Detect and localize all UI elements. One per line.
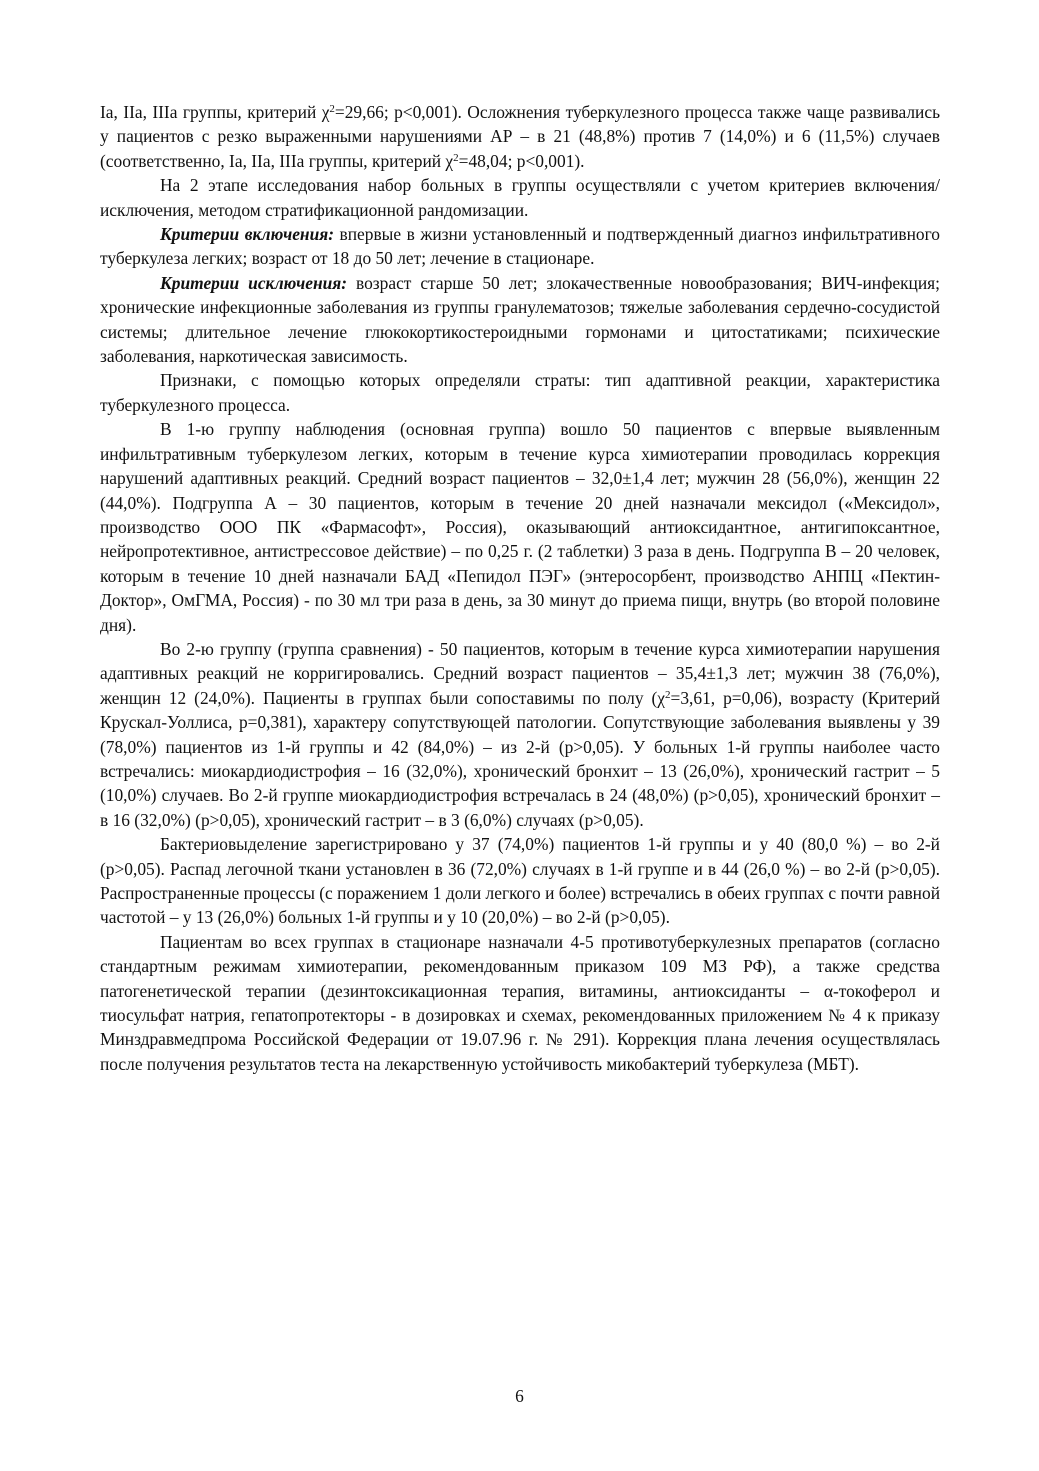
paragraph-exclusion-criteria xyxy=(100,271,940,369)
exclusion-criteria-heading: Критерии исключения: xyxy=(160,272,348,293)
paragraph-5: Признаки, с помощью которых определяли страты: тип адаптивной реакции, характеристика туберкулезного процесса. xyxy=(100,370,940,415)
chi-square-superscript: 2 xyxy=(329,103,335,115)
inclusion-criteria-heading: Критерии включения: xyxy=(160,224,334,245)
paragraph-2: На 2 этапе исследования набор больных в группы осуществляли с учетом критериев включения/исключения, методом стратификационной рандомизации. xyxy=(100,175,940,220)
paragraph-7-text-a: Во 2-ю группу (группа сравнения) - 50 пациентов, которым в течение курса химиотерапии нарушения адаптивных реакций не корригировались. Средний возраст пациентов – 35,4±1,3 лет; мужчин 38 (76,0%), женщин 12 (24,0%). Пациенты в группах были сопоставимы по полу (χ xyxy=(100,638,940,708)
paragraph-6: В 1-ю группу наблюдения (основная группа) вошло 50 пациентов с впервые выявленным инфильтративным туберкулезом легких, которым в течение курса химиотерапии проводилась коррекция нарушений адаптивных реакций. Средний возраст пациентов – 32,0±1,4 лет; мужчин 28 (56,0%), женщин 22 (44,0%). Подгруппа А – 30 пациентов, которым в течение 20 дней назначали мексидол («Мексидол», производство ООО ПК «Фармасофт», Россия), оказывающий антиоксидантное, антигипоксантное, нейропротективное, антистрессовое действие) – по 0,25 г. (2 таблетки) 3 раза в день. Подгруппа В – 20 человек, которым в течение 10 дней назначали БАД «Пепидол ПЭГ» (энтеросорбент, производство АНПЦ «Пектин-Доктор», ОмГМА, Россия) - по 30 мл три раза в день, за 30 минут до приема пищи, внутрь (во второй половине дня). xyxy=(100,419,940,635)
paragraph-1-text-a: Ia, IIa, IIIa группы, критерий χ xyxy=(100,102,330,122)
chi-square-superscript: 2 xyxy=(665,688,671,701)
paragraph-1-text-b: =29,66; р<0,001). Осложнения туберкулезного процесса также чаще развивались у пациентов с резко выраженными нарушениями АР – в 21 (48,8%) против 7 (14,0%) и 6 (11,5%) случаев (соответственно, Ia, IIa, IIIa группы, критерий χ xyxy=(100,102,940,171)
paragraph-7-text-b: =3,61, р=0,06), возрасту (Критерий Крускал-Уоллиса, р=0,381), характеру сопутствующей патологии. Сопутствующие заболевания выявлены у 39 (78,0%) пациентов из 1-й группы и 42 (84,0%) – из 2-й (р>0,05). У больных 1-й группы наиболее часто встречались: миокардиодистрофия – 16 (32,0%), хронический бронхит – 13 (26,0%), хронический гастрит – 5 (10,0%) случаев. Во 2-й группе миокардиодистрофия встречалась в 24 (48,0%) (р>0,05), хронический бронхит – в 16 (32,0%) (р>0,05), хронический гастрит – в 3 (6,0%) случаях (р>0,05). xyxy=(100,687,940,830)
exclusion-criteria-text: возраст старше 50 лет; злокачественные новообразования; ВИЧ-инфекция; хронические инфекционные заболевания из группы гранулематозов; тяжелые заболевания сердечно-сосудистой системы; длительное лечение глюкокортикостероидными гормонами и цитостатиками; психические заболевания, наркотическая зависимость. xyxy=(100,272,940,367)
inclusion-criteria-text: впервые в жизни установленный и подтвержденный диагноз инфильтративного туберкулеза легких; возраст от 18 до 50 лет; лечение в стационаре. xyxy=(100,224,941,269)
page-number: 6 xyxy=(515,1386,524,1406)
paragraph-9: Пациентам во всех группах в стационаре назначали 4-5 противотуберкулезных препаратов (согласно стандартным режимам химиотерапии, рекомендованным приказом 109 МЗ РФ), а также средства патогенетической терапии (дезинтоксикационная терапия, витамины, антиоксиданты – α-токоферол и тиосульфат натрия, гепатопротекторы - в дозировках и схемах, рекомендованных приложением № 4 к приказу Минздравмедпрома Российской Федерации от 19.07.96 г. № 291). Коррекция плана лечения осуществлялась после получения результатов теста на лекарственную устойчивость микобактерий туберкулеза (МБТ). xyxy=(100,931,940,1074)
paragraph-inclusion-criteria xyxy=(100,222,940,271)
paragraph-1 xyxy=(100,100,940,173)
paragraph-7 xyxy=(100,637,940,832)
paragraph-8: Бактериовыделение зарегистрировано у 37 (74,0%) пациентов 1-й группы и у 40 (80,0 %) – во 2-й (р>0,05). Распад легочной ткани установлен в 36 (72,0%) случаях в 1-й группе и в 44 (26,0 %) – во 2-й (р>0,05). Распространенные процессы (с поражением 1 доли легкого и более) встречались в обеих группах с почти равной частотой – у 13 (26,0%) больных 1-й группы и у 10 (20,0%) – во 2-й (р>0,05). xyxy=(100,834,940,928)
document-page xyxy=(100,100,940,1076)
chi-square-superscript: 2 xyxy=(453,151,459,164)
paragraph-1-text-c: =48,04; р<0,001). xyxy=(458,150,585,171)
